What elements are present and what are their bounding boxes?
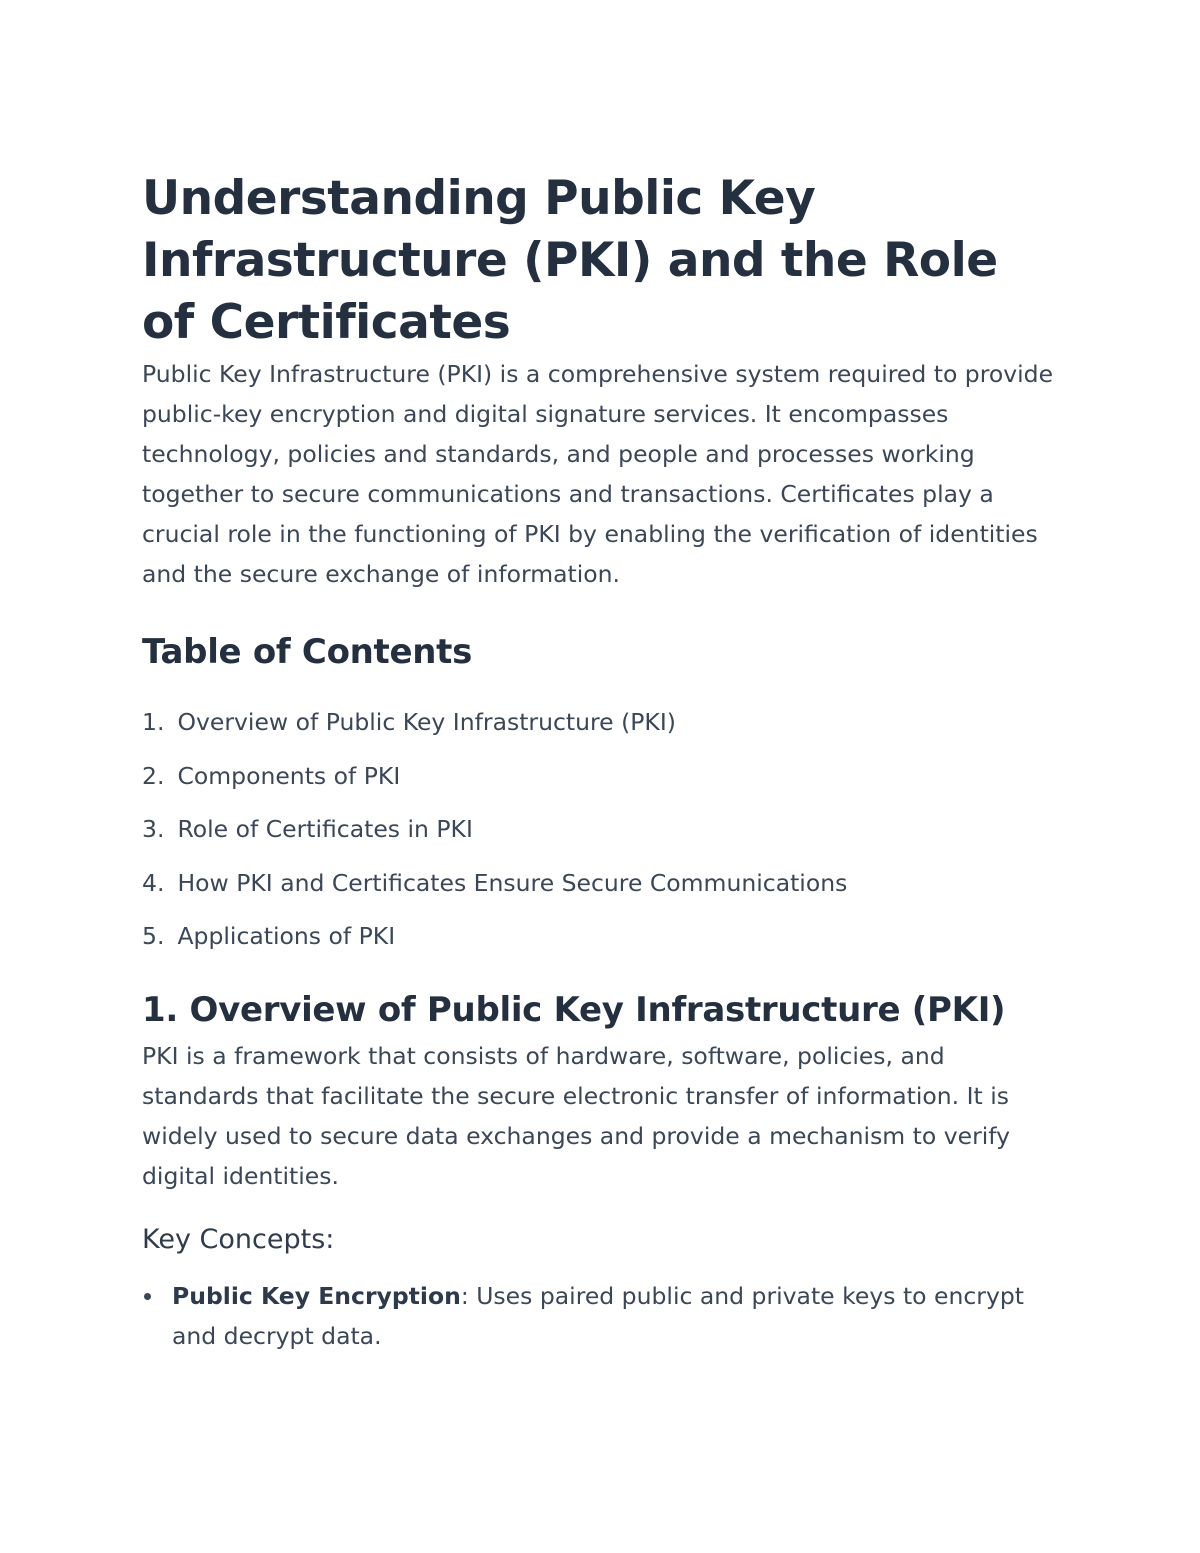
bullet-text: : Uses paired public and private keys to encrypt and decrypt data. [172,1281,1024,1350]
list-item [142,1276,1062,1356]
toc-item [142,857,1062,911]
table-of-contents [142,696,1062,964]
toc-item-label: Overview of Public Key Infrastructure (PKI) [177,708,676,736]
toc-item-number: 5. [142,922,165,950]
toc-item [142,910,1062,964]
bullet-term: Public Key Encryption [172,1281,461,1310]
toc-item-label: Applications of PKI [177,922,396,950]
toc-item [142,803,1062,857]
toc-item-label: Role of Certificates in PKI [177,815,473,843]
subsection-heading: Key Concepts: [142,1223,335,1255]
section-paragraph: PKI is a framework that consists of hardware, software, policies, and standards that facilitate the secure electronic transfer of information. It is widely used to secure data exchanges and provide a mechanism to verify digital identities. [142,1041,1011,1190]
document-content [142,168,1062,1356]
toc-item-label: How PKI and Certificates Ensure Secure Communications [177,868,848,897]
toc-item-label: Components of PKI [177,761,401,790]
toc-item-number: 2. [142,761,165,790]
toc-item-number: 3. [142,815,165,843]
toc-item-number: 4. [142,868,165,897]
key-concepts-list [142,1276,1062,1356]
toc-item [142,750,1062,804]
section-heading: 1. Overview of Public Key Infrastructure (PKI) [142,989,1006,1030]
bullet-icon [144,1293,151,1300]
toc-item-number: 1. [142,708,165,736]
toc-heading: Table of Contents [142,632,473,672]
page-title: Understanding Public Key Infrastructure (PKI) and the Role of Certificates [142,171,998,350]
toc-item [142,696,1062,750]
intro-paragraph: Public Key Infrastructure (PKI) is a comprehensive system required to provide public-key encryption and digital signature services. It encompasses technology, policies and standards, and people and processes working together to secure communications and transactions. Certificates play a crucial role in the functioning of PKI by enabling the verification of identities and the secure exchange of information. [142,360,1054,588]
